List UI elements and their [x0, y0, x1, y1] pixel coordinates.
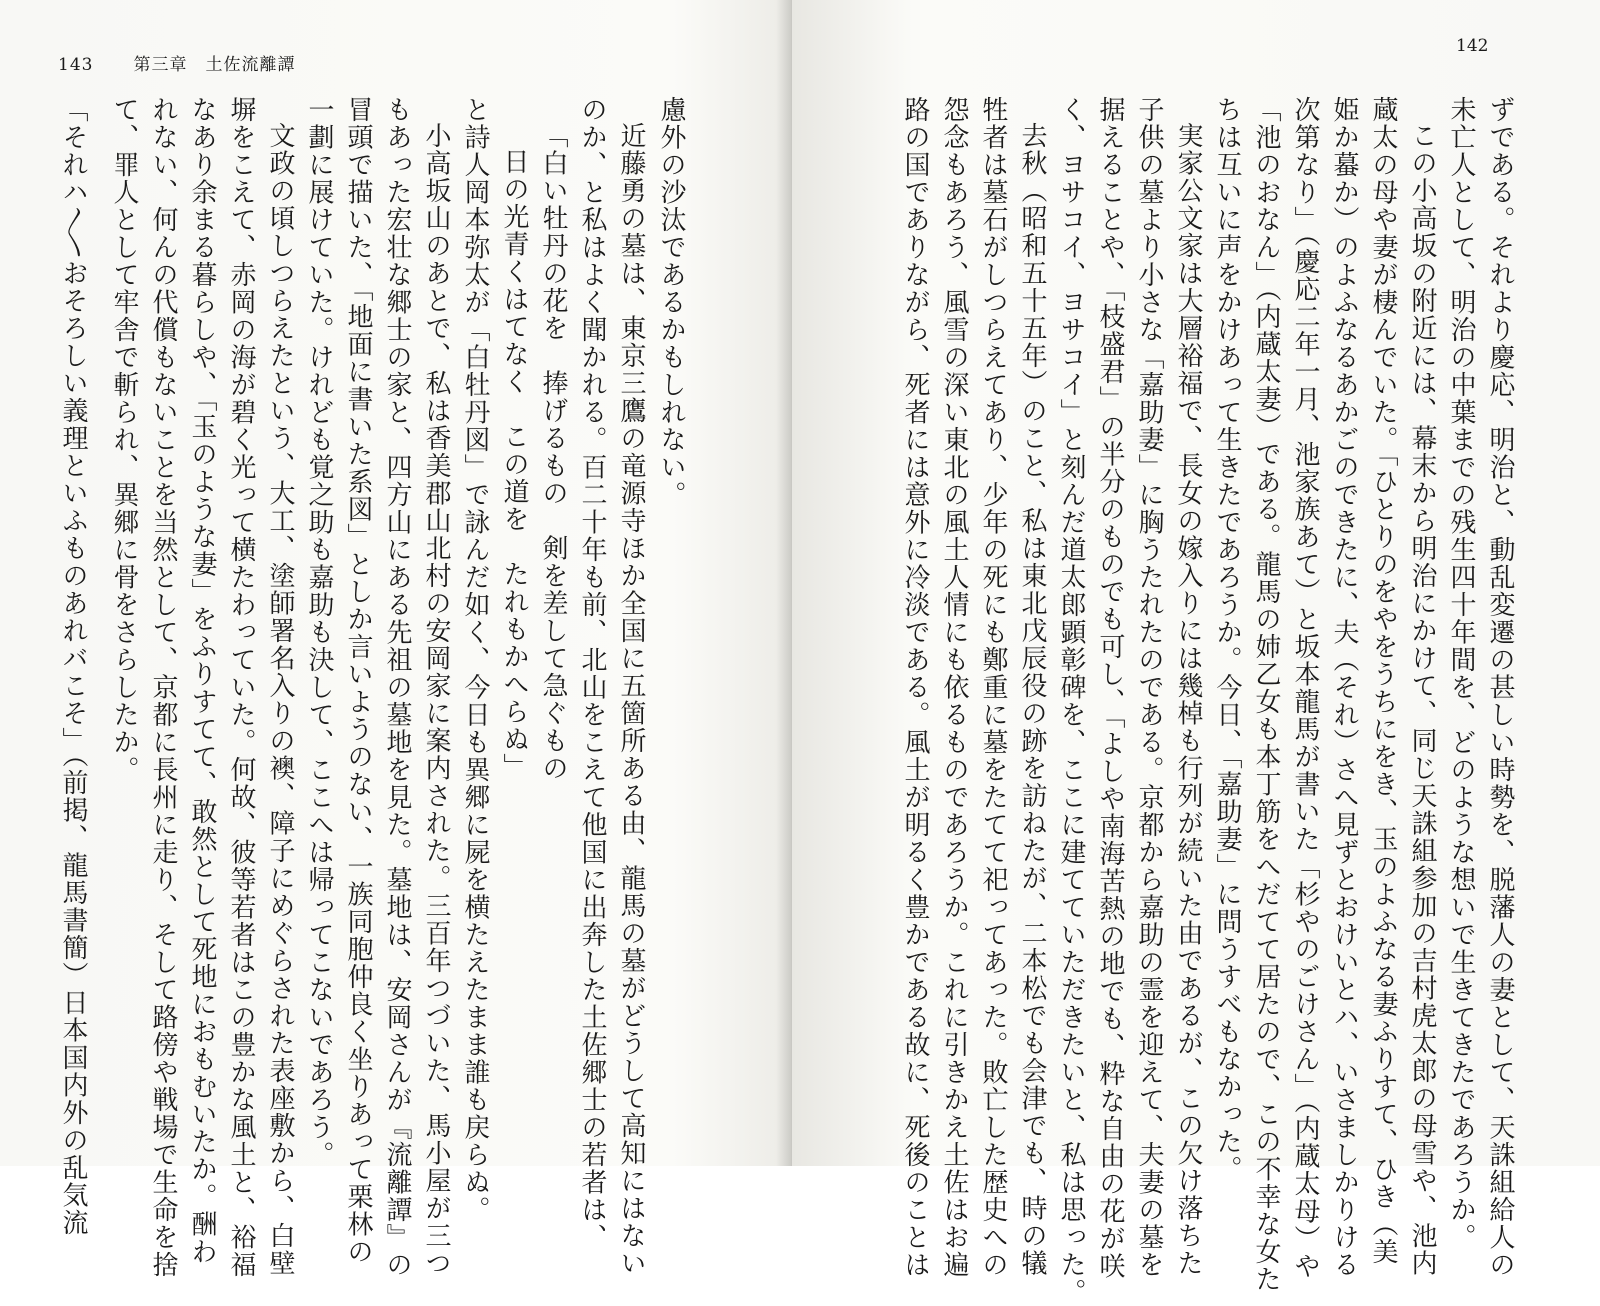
text-line: もあった宏壮な郷士の家と、四方山にある先祖の墓地を見た。墓地は、安岡さんが『流離譚』の	[382, 96, 412, 1279]
left-page	[0, 0, 792, 1279]
text-line: ちは互いに声をかけあって生きたであろうか。今日、「嘉助妻」に問うすべもなかった。	[1212, 96, 1242, 1183]
text-line: 小高坂山のあとで、私は香美郡山北村の安岡家に案内された。三百年つづいた、馬小屋が三つ	[421, 122, 451, 1277]
text-line: 姫か蟇か）のよふなるあかごのできたに、夫（それ）さへ見ずとおけいとハ、いさましかりける	[1329, 96, 1359, 1279]
text-line: れない、何んの代償もないことを当然として、京都に長州に走り、そして路傍や戦場で生命を捨	[148, 96, 178, 1279]
text-line: 「白い牡丹の花を 捧げるもの 剣を差して急ぐもの	[538, 122, 568, 782]
text-line: 「池のおなん」（内蔵太妻）である。龍馬の姉乙女も本丁筋をへだてて居たので、この不幸な女た	[1251, 96, 1281, 1293]
text-line: 去秋（昭和五十五年）のこと、私は東北戊辰役の跡を訪ねたが、二本松でも会津でも、時の犠	[1017, 122, 1047, 1277]
text-line: 子供の墓より小さな「嘉助妻」に胸うたれたのである。京都から嘉助の霊を迎えて、夫妻の墓を	[1134, 96, 1164, 1279]
text-line: 実家公文家は大層裕福で、長女の嫁入りには幾棹も行列が続いた由であるが、この欠け落ちた	[1173, 122, 1203, 1277]
text-line: 怨念もあろう、風雪の深い東北の風土人情にも依るものであろうか。これに引きかえ土佐はお遍	[939, 96, 969, 1279]
text-line: と詩人岡本弥太が「白牡丹図」で詠んだ如く、今日も異郷に屍を横たえたまま誰も戻らぬ。	[460, 96, 490, 1224]
text-line: 牲者は墓石がしつらえてあり、少年の死にも鄭重に墓をたてて祀ってあった。敗亡した歴史への	[978, 96, 1008, 1279]
text-line: 据えることや、「枝盛君」の半分のものでも可し、「よしや南海苦熱の地でも、粋な自由の花が咲	[1095, 96, 1125, 1280]
text-line: ずである。それより慶応、明治と、動乱変遷の甚しい時勢を、脱藩人の妻として、天誅組給人の	[1485, 96, 1515, 1279]
running-head	[58, 50, 295, 75]
text-line: この小高坂の附近には、幕末から明治にかけて、同じ天誅組参加の吉村虎太郎の母雪や、池内	[1407, 122, 1437, 1277]
text-line: く、ヨサコイ、ヨサコイ」と刻んだ道太郎顕彰碑を、ここに建てていただきたいと、私は思った。	[1056, 96, 1086, 1306]
text-line: なあり余まる暮らしや、「玉のような妻」をふりすてて、敢然として死地におもむいたか。酬わ	[187, 96, 217, 1266]
page-number-right: 142	[1456, 36, 1489, 56]
text-line: 塀をこえて、赤岡の海が碧く光って横たわっていた。何故、彼等若者はこの豊かな風土と、裕福	[226, 96, 256, 1279]
text-line: て、罪人として牢舎で斬られ、異郷に骨をさらしたか。	[109, 96, 139, 784]
text-line: 近藤勇の墓は、東京三鷹の竜源寺ほか全国に五箇所ある由、龍馬の墓がどうして高知にはない	[616, 122, 646, 1277]
text-line: のか、と私はよく聞かれる。百二十年も前、北山をこえて他国に出奔した土佐郷士の若者は、	[577, 96, 607, 1251]
text-line: 冒頭で描いた、「地面に書いた系図」としか言いようのない、一族同胞仲良く坐りあって栗林の	[343, 96, 373, 1266]
text-line: 日の光青くはてなく この道を たれもかへらぬ」	[499, 148, 529, 781]
text-line: 一劃に展けていた。けれども覚之助も嘉助も決して、ここへは帰ってこないであろう。	[304, 96, 334, 1169]
text-line: 次第なり」（慶応二年一月、池家族あて）と坂本龍馬が書いた「杉やのごけさん」（内蔵太母）や	[1290, 96, 1320, 1280]
page-number-left: 143	[58, 55, 94, 75]
text-line: 慮外の沙汰であるかもしれない。	[656, 96, 686, 509]
text-line: 文政の頃しつらえたという、大工、塗師署名入りの襖、障子にめぐらされた表座敷から、白壁	[265, 122, 295, 1277]
text-line: 「それハ〳〵おそろしい義理といふものあれバこそ」（前掲、龍馬書簡）日本国内外の乱気流	[58, 96, 88, 1237]
chapter-title: 第三章 土佐流離譚	[133, 55, 296, 75]
text-line: 路の国でありながら、死者には意外に冷淡である。風土が明るく豊かである故に、死後のことは	[900, 96, 930, 1279]
text-line: 蔵太の母や妻が棲んでいた。「ひとりのをやをうちにをき、玉のよふなる妻ふりすて、ひき（美	[1368, 96, 1398, 1266]
text-line: 未亡人として、明治の中葉までの残生四十年間を、どのような想いで生きてきたであろうか。	[1446, 96, 1476, 1251]
